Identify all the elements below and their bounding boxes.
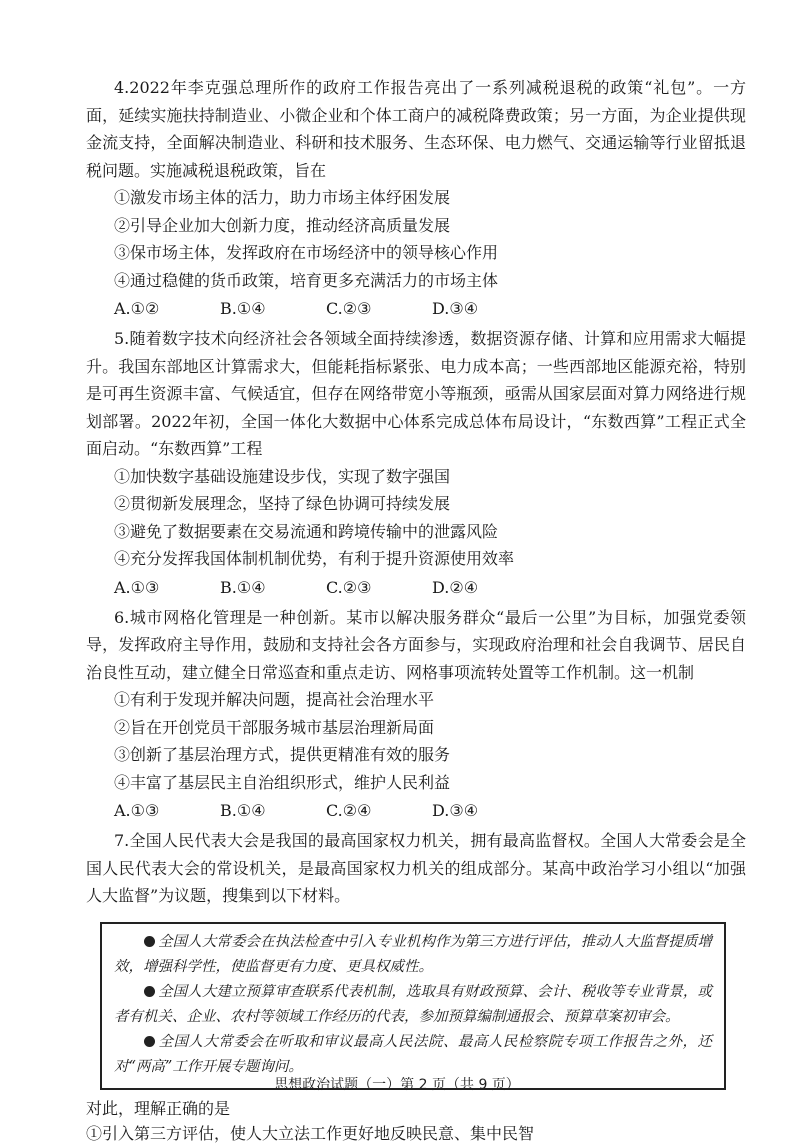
statement-1: ①有利于发现并解决问题，提高社会治理水平 — [114, 690, 435, 709]
material-item-1 — [114, 930, 712, 980]
statement-3: ③避免了数据要素在交易流通和跨境传输中的泄露风险 — [114, 521, 499, 541]
material-item-3 — [114, 1030, 712, 1080]
statement-2: ②旨在开创党员干部服务城市基层治理新局面 — [114, 717, 435, 737]
exam-page — [86, 74, 746, 1146]
choice-a: A.①③ — [114, 577, 160, 597]
question-stem: 4.2022年李克强总理所作的政府工作报告亮出了一系列减税退税的政策“礼包”。一方面，延续实施扶持制造业、小微企业和个体工商户的减税降费政策；另一方面，为企业提供现金流支持，全面解决制造业、科研和技术服务、生态环保、电力燃气、交通运输等行业留抵退税问题。实施减税退税政策，旨在 — [86, 78, 746, 180]
material-text: 全国人大常委会在执法检查中引入专业机构作为第三方进行评估，推动人大监督提质增效，增强科学性，使监督更有力度、更具权威性。 — [114, 933, 712, 975]
statement-3: ③保市场主体，发挥政府在市场经济中的领导核心作用 — [114, 243, 499, 262]
question-stem: 5.随着数字技术向经济社会各领域全面持续渗透，数据资源存储、计算和应用需求大幅提升。我国东部地区计算需求大，但能耗指标紧张、电力成本高；一些西部地区能源充裕，特别是可再生资源丰富、气候适宜，但存在网络带宽小等瓶颈，亟需从国家层面对算力网络进行规划部署。2022年初，全国一体化大数据中心体系完成总体布局设计，“东数西算”工程正式全面启动。“东数西算”工程 — [86, 329, 746, 458]
choice-a: A.①② — [114, 299, 160, 318]
statement-1: ①加快数字基础设施建设步伐，实现了数字强国 — [114, 466, 451, 486]
choice-b: B.①④ — [220, 299, 266, 318]
statement-4: ④充分发挥我国体制机制优势，有利于提升资源使用效率 — [114, 549, 515, 568]
choice-a: A.①③ — [114, 801, 160, 820]
bullet-icon — [144, 1036, 155, 1047]
material-text: 全国人大常委会在听取和审议最高人民法院、最高人民检察院专项工作报告之外，还对“两高”工作开展专题询问。 — [114, 1033, 712, 1075]
statement-2: ②贯彻新发展理念，坚持了绿色协调可持续发展 — [114, 494, 451, 513]
choice-d: D.③④ — [432, 299, 479, 318]
choice-b: B.①④ — [220, 577, 266, 597]
question-5 — [86, 325, 746, 602]
statement-1: ①激发市场主体的活力，助力市场主体纾困发展 — [114, 188, 451, 207]
question-prompt: 对此，理解正确的是 — [86, 1098, 231, 1118]
material-text: 全国人大建立预算审查联系代表机制，选取具有财政预算、会计、税收等专业背景，或者有机关、企业、农村等领域工作经历的代表，参加预算编制通报会、预算草案初审会。 — [114, 983, 712, 1025]
question-4 — [86, 74, 746, 323]
choice-c: C.②③ — [326, 299, 372, 318]
choice-c: C.②③ — [326, 577, 372, 597]
choice-c: C.②④ — [326, 801, 372, 820]
choice-d: D.③④ — [432, 801, 479, 820]
bullet-icon — [144, 936, 155, 947]
statement-4: ④丰富了基层民主自治组织形式，维护人民利益 — [114, 772, 451, 792]
statement-2: ②引导企业加大创新力度，推动经济高质量发展 — [114, 215, 451, 235]
statement-4: ④通过稳健的货币政策，培育更多充满活力的市场主体 — [114, 270, 499, 290]
material-box — [100, 922, 726, 1090]
statement-1: ①引入第三方评估，使人大立法工作更好地反映民意、集中民智 — [86, 1123, 535, 1143]
answer-choices — [86, 796, 746, 825]
bullet-icon — [144, 986, 155, 997]
choice-d: D.②④ — [432, 577, 479, 597]
question-stem: 7.全国人民代表大会是我国的最高国家权力机关，拥有最高监督权。全国人大常委会是全国人民代表大会的常设机关，是最高国家权力机关的组成部分。某高中政治学习小组以“加强人大监督”为议题，搜集到以下材料。 — [86, 831, 746, 905]
question-6 — [86, 604, 746, 826]
material-item-2 — [114, 980, 712, 1030]
choice-b: B.①④ — [220, 801, 266, 820]
question-7 — [86, 827, 746, 1146]
answer-choices — [86, 294, 746, 323]
question-stem: 6.城市网格化管理是一种创新。某市以解决服务群众“最后一公里”为目标，加强党委领导，发挥政府主导作用，鼓励和支持社会各方面参与，实现政府治理和社会自我调节、居民自治良性互动，建立健全日常巡查和重点走访、网格事项流转处置等工作机制。这一机制 — [86, 607, 746, 682]
answer-choices — [86, 573, 746, 602]
statement-3: ③创新了基层治理方式，提供更精准有效的服务 — [114, 745, 451, 764]
page-footer: 思想政治试题（一）第 2 页（共 9 页） — [274, 1077, 520, 1093]
